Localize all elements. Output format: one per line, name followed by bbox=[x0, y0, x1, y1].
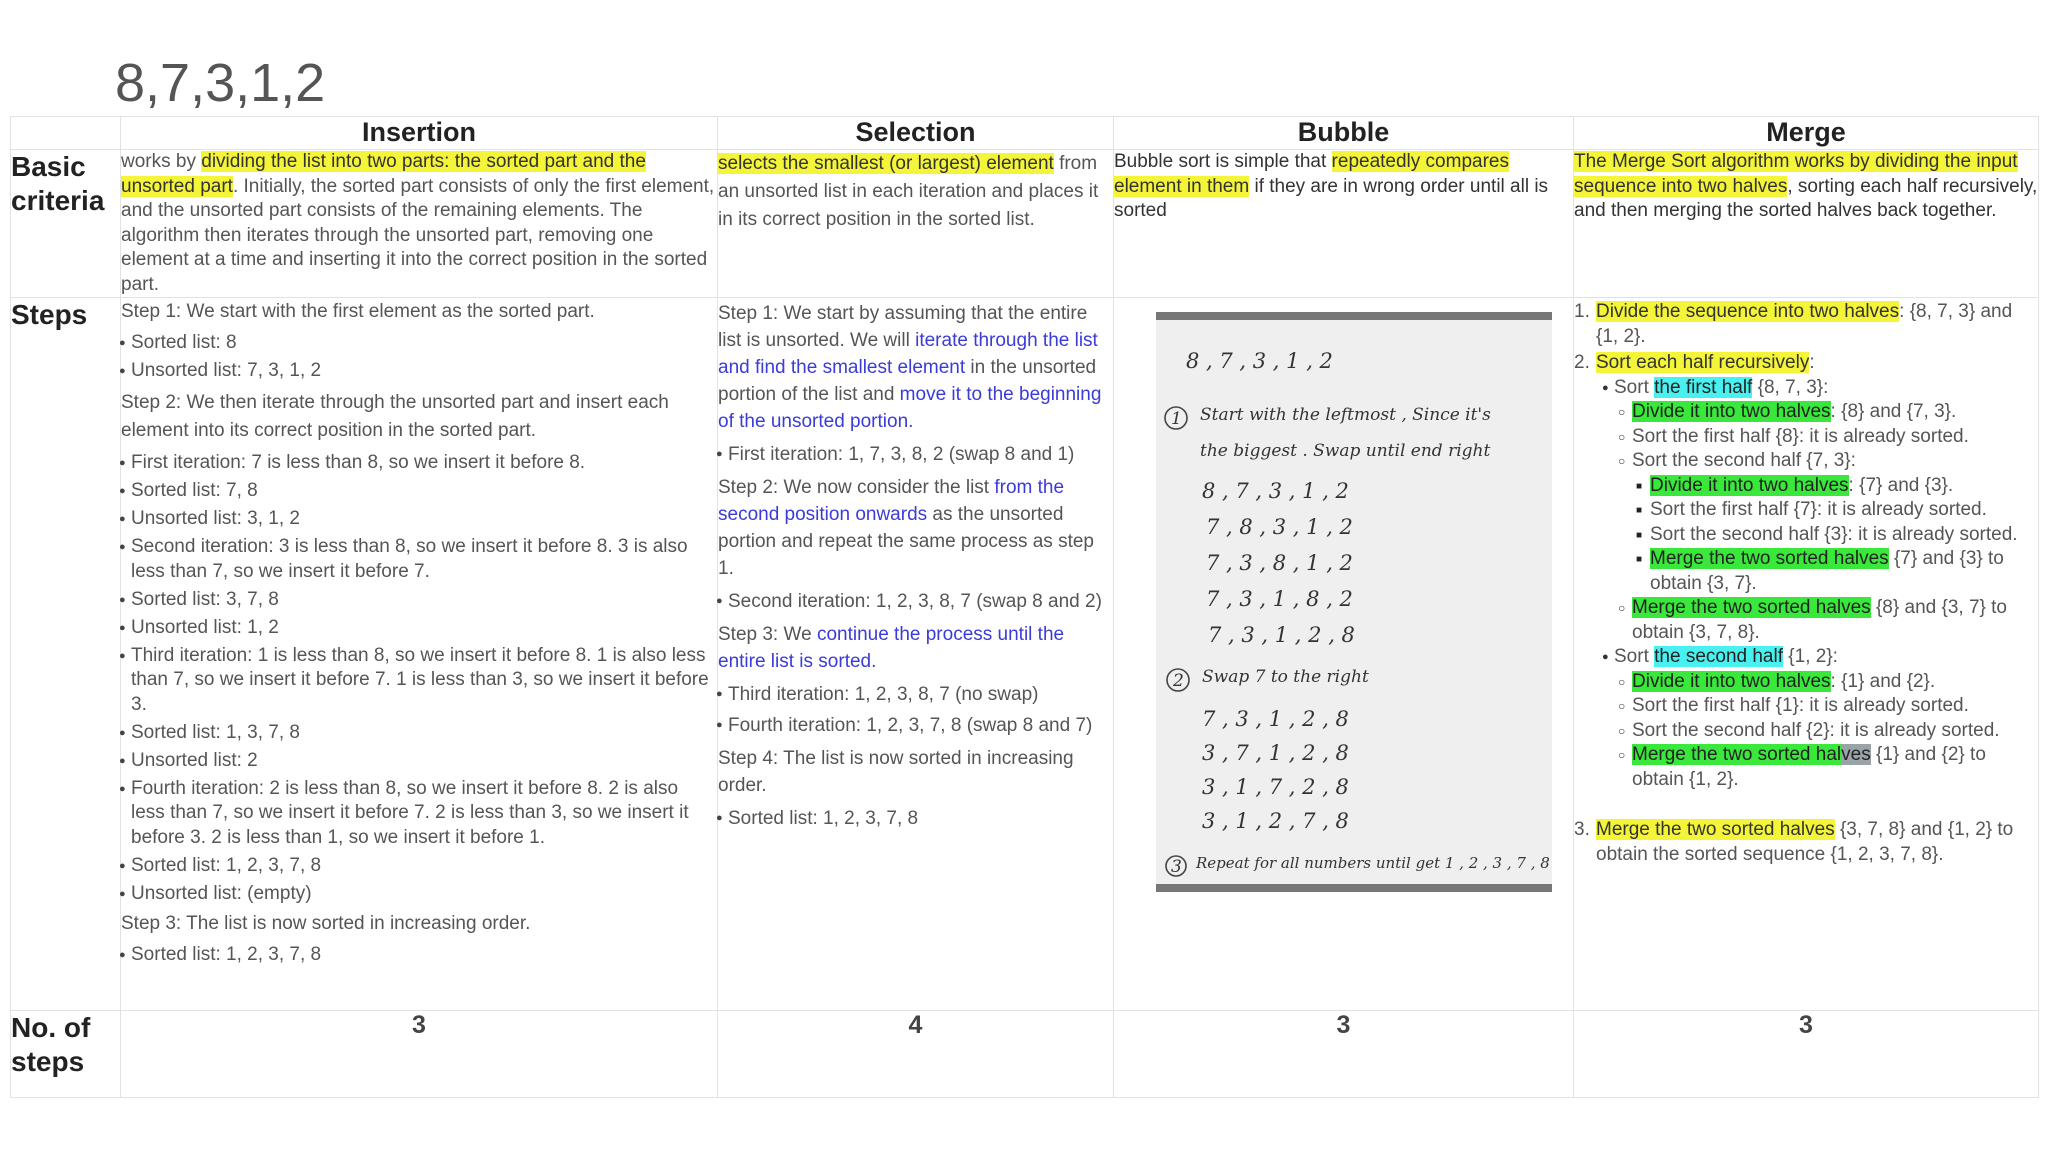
merge-step-1-number: 1. bbox=[1574, 301, 1590, 322]
first-half-highlight: the first half bbox=[1654, 376, 1753, 398]
row-header-steps: Steps bbox=[11, 298, 121, 1011]
column-header-merge: Merge bbox=[1574, 117, 2039, 150]
list-item: ● Fourth iteration: 1, 2, 3, 7, 8 (swap 8 and 7) bbox=[718, 712, 1113, 739]
second-half-merge-highlight: Merge the two sorted hal bbox=[1632, 744, 1842, 765]
list-item: ○ Sort the second half {2}: it is already sorted. bbox=[1614, 719, 2038, 744]
merge-step-1-highlight: Divide the sequence into two halves bbox=[1596, 301, 1900, 322]
merge-step-2 bbox=[1574, 351, 2038, 792]
note-step-2-line: Swap 7 to the right bbox=[1202, 667, 1369, 687]
bubble-criteria-highlight: repeatedly compares element in them bbox=[1114, 151, 1509, 197]
second-half-substeps bbox=[1614, 670, 2038, 793]
insertion-step-2: Step 2: We then iterate through the unsorted part and insert each element into its correct position in the sorted part. bbox=[121, 392, 669, 441]
steps-row bbox=[11, 298, 2039, 1011]
merge-step-count: 3 bbox=[1574, 1011, 2039, 1098]
merge-step-3-number: 3. bbox=[1574, 819, 1590, 840]
insertion-steps-cell bbox=[121, 298, 718, 1011]
list-item: ● Unsorted list: (empty) bbox=[121, 882, 717, 907]
merge-step-3-highlight: Merge the two sorted halves bbox=[1596, 819, 1835, 840]
note-step-2-number: 2 bbox=[1173, 671, 1184, 691]
merge-criteria-cell bbox=[1574, 150, 2039, 298]
insertion-step-1: Step 1: We start with the first element as the sorted part. bbox=[121, 301, 595, 322]
handwritten-note-svg bbox=[1156, 320, 1552, 884]
first-half-merge-post: {8} and {3, 7} to obtain {3, 7, 8}. bbox=[1632, 597, 2007, 643]
list-item bbox=[1632, 474, 2038, 499]
sorting-comparison-table bbox=[10, 116, 2039, 1098]
list-item bbox=[1614, 449, 2038, 596]
selection-criteria-highlight: selects the smallest (or largest) element bbox=[718, 153, 1054, 174]
merge-step-2-post: : bbox=[1809, 352, 1815, 373]
list-item: ● Unsorted list: 7, 3, 1, 2 bbox=[121, 359, 717, 384]
merge-sort-first-half bbox=[1596, 376, 2038, 646]
first-half-merge-highlight: Merge the two sorted halves bbox=[1632, 597, 1871, 618]
list-item bbox=[1614, 596, 2038, 645]
selection-step-1-list bbox=[718, 441, 1113, 468]
nested-merge-post: {7} and {3} to obtain {3, 7}. bbox=[1650, 548, 2004, 594]
list-item: ● Unsorted list: 3, 1, 2 bbox=[121, 507, 717, 532]
selection-step-1-mid: in the unsorted portion of the list and bbox=[718, 357, 1097, 405]
second-half-highlight: the second half bbox=[1654, 646, 1783, 667]
list-item: ● Fourth iteration: 2 is less than 8, so we insert it before 8. 2 is also less than 7, so we insert it before 7. 2 is less than 3, so we insert it before 3. 2 is less than 1, so we insert it before 1. bbox=[121, 777, 717, 851]
first-half-divide-highlight: Divide it into two halves bbox=[1632, 401, 1831, 422]
insertion-criteria-highlight: dividing the list into two parts: the sorted part and the unsorted part bbox=[121, 151, 646, 197]
row-header-basic-criteria: Basic criteria bbox=[11, 150, 121, 298]
list-item: ● Second iteration: 1, 2, 3, 8, 7 (swap 8 and 2) bbox=[718, 588, 1113, 615]
selection-step-2-pre: Step 2: We now consider the list bbox=[718, 477, 995, 498]
insertion-criteria-post: . Initially, the sorted part consists of only the first element, and the unsorted part consists of the remaining elements. The algorithm then iterates through the unsorted part, removing one element at a time and inserting it into the correct position in the sorted part. bbox=[121, 175, 715, 295]
list-item: ● Sorted list: 1, 3, 7, 8 bbox=[121, 721, 717, 746]
note-row-2: 7 , 8 , 3 , 1 , 2 bbox=[1206, 515, 1353, 539]
second-half-divide-highlight: Divide it into two halves bbox=[1632, 670, 1831, 692]
merge-step-1 bbox=[1574, 300, 2038, 349]
note-row-3: 7 , 3 , 8 , 1 , 2 bbox=[1206, 551, 1353, 575]
list-item: ● Unsorted list: 1, 2 bbox=[121, 616, 717, 641]
row-header-no-of-steps: No. of steps bbox=[11, 1011, 121, 1098]
selection-step-3-list bbox=[718, 681, 1113, 739]
second-half-divide-post: : {1} and {2}. bbox=[1830, 670, 1936, 692]
list-item: ■ Sort the second half {3}: it is already sorted. bbox=[1632, 523, 2038, 548]
list-item: ● Sorted list: 7, 8 bbox=[121, 479, 717, 504]
first-half-nested-substeps bbox=[1632, 474, 2038, 597]
note-row-8: 3 , 1 , 7 , 2 , 8 bbox=[1202, 775, 1349, 799]
merge-criteria-highlight: The Merge Sort algorithm works by dividing the input sequence into two halves bbox=[1574, 151, 2018, 197]
list-item: ● Third iteration: 1 is less than 8, so we insert it before 8. 1 is also less than 7, so we insert it before 7. 1 is less than 3, so we insert it before 3. bbox=[121, 644, 717, 718]
merge-steps-list bbox=[1574, 300, 2038, 867]
list-item: ○ Sort the first half {1}: it is already sorted. bbox=[1614, 694, 2038, 719]
merge-step-2-number: 2. bbox=[1574, 352, 1590, 373]
note-row-6: 7 , 3 , 1 , 2 , 8 bbox=[1202, 707, 1349, 731]
note-step-1-line-a: Start with the leftmost , Since it's bbox=[1200, 405, 1491, 425]
bubble-criteria-post: if they are in wrong order until all is sorted bbox=[1114, 175, 1549, 221]
insertion-criteria-cell bbox=[121, 150, 718, 298]
list-item: ● Second iteration: 3 is less than 8, so we insert it before 8. 3 is also less than 7, so we insert it before 7. bbox=[121, 535, 717, 584]
second-half-post: {1, 2}: bbox=[1783, 646, 1838, 667]
list-item: ● Sorted list: 1, 2, 3, 7, 8 bbox=[121, 943, 717, 968]
no-of-steps-row bbox=[11, 1011, 2039, 1098]
first-half-pre: Sort bbox=[1614, 376, 1655, 398]
first-half-post: {8, 7, 3}: bbox=[1752, 376, 1829, 398]
bubble-steps-cell bbox=[1114, 298, 1574, 1011]
note-row-7: 3 , 7 , 1 , 2 , 8 bbox=[1202, 741, 1349, 765]
list-item: ● First iteration: 1, 7, 3, 8, 2 (swap 8 and 1) bbox=[718, 441, 1113, 468]
page-title: 8,7,3,1,2 bbox=[115, 53, 326, 113]
list-item bbox=[1632, 547, 2038, 596]
merge-step-1-post: : {8, 7, 3} and {1, 2}. bbox=[1596, 301, 2013, 347]
bubble-step-count: 3 bbox=[1114, 1011, 1574, 1098]
selection-step-3 bbox=[718, 621, 1113, 675]
selection-steps-cell bbox=[718, 298, 1114, 1011]
selection-step-4-list bbox=[718, 805, 1113, 832]
selection-step-3-blue: continue the process until the entire list is sorted. bbox=[718, 624, 1065, 672]
first-half-substeps bbox=[1614, 400, 2038, 645]
list-item: ● Sorted list: 1, 2, 3, 7, 8 bbox=[121, 854, 717, 879]
basic-criteria-row bbox=[11, 150, 2039, 298]
first-half-divide-post: : {8} and {7, 3}. bbox=[1830, 401, 1957, 422]
merge-step-2-highlight: Sort each half recursively bbox=[1596, 352, 1810, 373]
selection-criteria-post: from an unsorted list in each iteration and places it in its correct position in the sorted list. bbox=[718, 153, 1099, 230]
note-row-9: 3 , 1 , 2 , 7 , 8 bbox=[1202, 809, 1349, 833]
list-item bbox=[1614, 743, 2038, 792]
selection-step-3-pre: Step 3: We bbox=[718, 624, 817, 645]
second-half-merge-highlight-end: ves bbox=[1841, 744, 1871, 765]
insertion-step-2-list bbox=[121, 451, 717, 906]
list-item: ● Sorted list: 3, 7, 8 bbox=[121, 588, 717, 613]
handwritten-note-image bbox=[1156, 312, 1552, 892]
selection-step-1-blue-a: iterate through the list and find the smallest element bbox=[718, 330, 1098, 378]
note-step-3-number: 3 bbox=[1171, 857, 1182, 877]
selection-step-1-pre: Step 1: We start by assuming that the entire list is unsorted. We will bbox=[718, 303, 1088, 351]
note-top-sequence: 8 , 7 , 3 , 1 , 2 bbox=[1186, 349, 1333, 373]
note-row-5: 7 , 3 , 1 , 2 , 8 bbox=[1208, 623, 1355, 647]
merge-criteria-post: , sorting each half recursively, and then merging the sorted halves back together. bbox=[1574, 175, 2038, 221]
merge-steps-cell bbox=[1574, 298, 2039, 1011]
corner-cell bbox=[11, 117, 121, 150]
column-header-insertion: Insertion bbox=[121, 117, 718, 150]
merge-step-3-post: {3, 7, 8} and {1, 2} to obtain the sorted sequence {1, 2, 3, 7, 8}. bbox=[1596, 819, 2014, 865]
first-half-sort-second: Sort the second half {7, 3}: bbox=[1632, 450, 1856, 471]
list-item: ■ Sort the first half {7}: it is already sorted. bbox=[1632, 498, 2038, 523]
insertion-step-1-list bbox=[121, 331, 717, 384]
list-item bbox=[1614, 670, 2038, 695]
insertion-criteria-pre: works by bbox=[121, 151, 202, 172]
note-row-1: 8 , 7 , 3 , 1 , 2 bbox=[1202, 479, 1349, 503]
nested-divide-post: : {7} and {3}. bbox=[1848, 474, 1954, 496]
bubble-criteria-pre: Bubble sort is simple that bbox=[1114, 151, 1332, 172]
note-step-1-number: 1 bbox=[1171, 409, 1182, 429]
column-header-bubble: Bubble bbox=[1114, 117, 1574, 150]
selection-step-2 bbox=[718, 474, 1113, 582]
merge-sort-second-half bbox=[1596, 645, 2038, 792]
selection-step-1-blue-b: move it to the beginning of the unsorted portion. bbox=[718, 384, 1102, 432]
selection-step-2-blue: from the second position onwards bbox=[718, 477, 1065, 525]
insertion-step-count: 3 bbox=[121, 1011, 718, 1098]
note-row-4: 7 , 3 , 1 , 8 , 2 bbox=[1206, 587, 1353, 611]
list-item: ○ Sort the first half {8}: it is already sorted. bbox=[1614, 425, 2038, 450]
list-item: ● Sorted list: 8 bbox=[121, 331, 717, 356]
selection-step-2-post: as the unsorted portion and repeat the same process as step 1. bbox=[718, 504, 1095, 579]
nested-merge-highlight: Merge the two sorted halves bbox=[1650, 548, 1889, 569]
list-item: ● Unsorted list: 2 bbox=[121, 749, 717, 774]
note-step-3-line: Repeat for all numbers until get 1 , 2 , 3 , 7 , 8 bbox=[1196, 854, 1550, 872]
second-half-merge-post: {1} and {2} to obtain {1, 2}. bbox=[1632, 744, 1986, 790]
selection-step-2-list bbox=[718, 588, 1113, 615]
selection-step-4: Step 4: The list is now sorted in increasing order. bbox=[718, 747, 1074, 796]
merge-step-3 bbox=[1574, 818, 2038, 867]
insertion-step-3-list bbox=[121, 943, 717, 968]
note-step-1-line-b: the biggest . Swap until end right bbox=[1200, 441, 1491, 461]
bubble-criteria-cell bbox=[1114, 150, 1574, 298]
selection-step-count: 4 bbox=[718, 1011, 1114, 1098]
merge-substeps bbox=[1596, 376, 2038, 793]
list-item: ● Sorted list: 1, 2, 3, 7, 8 bbox=[718, 805, 1113, 832]
nested-divide-highlight: Divide it into two halves bbox=[1650, 474, 1849, 496]
list-item: ● Third iteration: 1, 2, 3, 8, 7 (no swap) bbox=[718, 681, 1113, 708]
selection-criteria-cell bbox=[718, 150, 1114, 298]
list-item bbox=[1614, 400, 2038, 425]
insertion-step-3: Step 3: The list is now sorted in increasing order. bbox=[121, 913, 531, 934]
second-half-pre: Sort bbox=[1614, 646, 1655, 667]
column-header-selection: Selection bbox=[718, 117, 1114, 150]
list-item: ● First iteration: 7 is less than 8, so we insert it before 8. bbox=[121, 451, 717, 476]
header-row bbox=[11, 117, 2039, 150]
selection-step-1 bbox=[718, 300, 1113, 435]
